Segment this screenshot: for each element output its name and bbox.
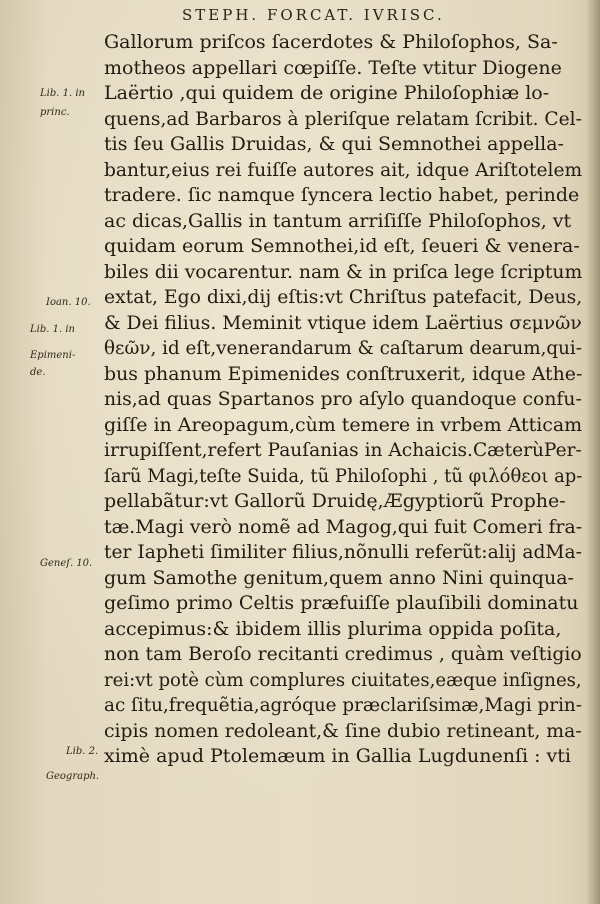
text-line: quens,ad Barbaros à pleriſque relatam ſcribit. Cel- xyxy=(104,107,582,130)
margin-note: Epimeni- xyxy=(30,350,76,361)
margin-note: Ioan. 10. xyxy=(46,297,91,308)
text-line: pellabãtur:vt Gallorũ Druidę,Ægyptiorũ Prophe- xyxy=(104,490,566,512)
page-edge-shadow xyxy=(586,0,600,904)
text-line: tradere. ſic namque ſyncera lectio habet, perinde xyxy=(104,184,580,206)
text-line: ximè apud Ptolemæum in Gallia Lugdunenſi : vti xyxy=(104,745,571,767)
text-line: & Dei filius. Meminit vtique idem Laërtius σεμνῶν xyxy=(104,311,582,334)
text-line: Gallorum priſcos ſacerdotes & Philoſophos, Sa- xyxy=(104,31,558,53)
text-line: θεῶν, id eſt,venerandarum & caſtarum dearum,qui- xyxy=(104,337,582,359)
text-line: extat, Ego dixi,dij eſtis:vt Chriſtus patefacit, Deus, xyxy=(104,286,583,308)
text-line: irrupiſſent,refert Pauſanias in Achaicis.CæterùPer- xyxy=(104,439,582,461)
text-line: tæ.Magi verò nomẽ ad Magog,qui fuit Comeri fra- xyxy=(104,515,583,538)
text-line: geſimo primo Celtis præfuiſſe plauſibili dominatu xyxy=(104,592,579,614)
text-line: cipis nomen redoleant,& ſine dubio retineant, ma- xyxy=(104,719,582,742)
text-line: gum Samothe genitum,quem anno Nini quinqua- xyxy=(104,566,574,589)
text-line: motheos appellari cœpiſſe. Teſte vtitur Diogene xyxy=(104,56,562,79)
margin-note: princ. xyxy=(40,107,70,118)
text-line: ter Iapheti ſimiliter filius,nõnulli referũt:alij adMa- xyxy=(104,541,582,563)
margin-note: Geneſ. 10. xyxy=(40,558,93,569)
text-line: ac dicas,Gallis in tantum arriſiſſe Philoſophos, vt xyxy=(104,209,572,232)
body-text xyxy=(104,30,583,770)
text-line: ac ſitu,frequẽtia,agróque præclariſsimæ,Magi prin- xyxy=(104,694,582,716)
margin-note: de. xyxy=(30,367,46,378)
running-header: STEPH. FORCAT. IVRISC. xyxy=(182,6,445,24)
text-line: Laërtio ,qui quidem de origine Philoſophiæ lo- xyxy=(104,82,550,104)
text-line: bantur,eius rei fuiſſe autores ait, idque Ariſtotelem xyxy=(104,158,583,181)
text-line: tis ſeu Gallis Druidas, & qui Semnothei appella- xyxy=(104,133,564,155)
text-line: non tam Beroſo recitanti credimus , quàm veſtigio xyxy=(104,643,582,665)
text-line: ſarũ Magi,teſte Suida, tũ Philoſophi , tũ φιλόθεοι ap- xyxy=(104,464,583,487)
text-line: nis,ad quas Spartanos pro aſylo quandoque confu- xyxy=(104,388,582,410)
text-line: giſſe in Areopagum,cùm temere in vrbem Atticam xyxy=(104,413,583,436)
text-line: rei:vt potè cùm complures ciuitates,eæque inſignes, xyxy=(104,668,582,691)
text-line: accepimus:& ibidem illis plurima oppida poſita, xyxy=(104,617,562,640)
margin-note: Lib. 2. xyxy=(66,746,99,757)
text-line: biles dii vocarentur. nam & in priſca lege ſcriptum xyxy=(104,260,583,283)
margin-note: Lib. 1. in xyxy=(40,88,85,99)
margin-note: Lib. 1. in xyxy=(30,324,75,335)
text-line: quidam eorum Semnothei,id eſt, ſeueri & venera- xyxy=(104,235,580,257)
text-line: bus phanum Epimenides conſtruxerit, idque Athe- xyxy=(104,362,583,385)
margin-note: Geograph. xyxy=(46,771,100,782)
